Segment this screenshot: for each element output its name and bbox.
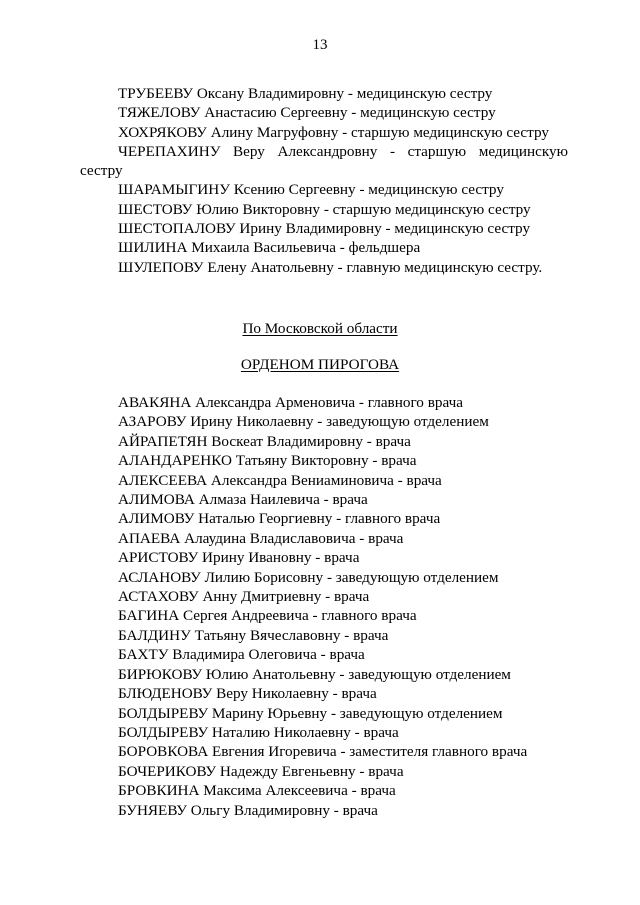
- list-item: ШАРАМЫГИНУ Ксению Сергеевну - медицинскую сестру: [118, 181, 504, 199]
- list-item: ШЕСТОПАЛОВУ Ирину Владимировну - медицинскую сестру: [118, 220, 531, 238]
- list-item-continuation: сестру: [80, 162, 123, 180]
- list-item: БОРОВКОВА Евгения Игоревича - заместителя главного врача: [118, 743, 528, 761]
- list-item: БОЧЕРИКОВУ Надежду Евгеньевну - врача: [118, 762, 404, 780]
- list-item: БИРЮКОВУ Юлию Анатольевну - заведующую отделением: [118, 665, 511, 683]
- order-heading: [0, 355, 640, 374]
- list-item: ТЯЖЕЛОВУ Анастасию Сергеевну - медицинскую сестру: [118, 104, 496, 122]
- list-item: АСТАХОВУ Анну Дмитриевну - врача: [118, 588, 370, 606]
- list-item: БАЛДИНУ Татьяну Вячеславовну - врача: [118, 626, 389, 644]
- list-item-wrapped: [80, 142, 568, 161]
- list-item: АЗАРОВУ Ирину Николаевну - заведующую отделением: [118, 413, 489, 431]
- region-heading: [0, 319, 640, 338]
- region-heading-text: По Московской области: [242, 320, 398, 337]
- word: Веру: [233, 142, 265, 160]
- list-item: ШУЛЕПОВУ Елену Анатольевну - главную медицинскую сестру.: [118, 258, 543, 276]
- word: Александровну: [277, 142, 378, 160]
- list-item: БОЛДЫРЕВУ Марину Юрьевну - заведующую отделением: [118, 704, 503, 722]
- list-item: БРОВКИНА Максима Алексеевича - врача: [118, 782, 396, 800]
- word: -: [389, 142, 396, 160]
- order-heading-text: ОРДЕНОМ ПИРОГОВА: [240, 356, 400, 373]
- list-item: АЛИМОВА Алмаза Наилевича - врача: [118, 491, 368, 509]
- list-item: ШИЛИНА Михаила Васильевича - фельдшера: [118, 239, 421, 257]
- page-number: 13: [312, 37, 328, 53]
- list-item: ТРУБЕЕВУ Оксану Владимировну - медицинскую сестру: [118, 85, 493, 102]
- list-item: АВАКЯНА Александра Арменовича - главного врача: [118, 394, 463, 411]
- word: старшую: [407, 142, 467, 160]
- list-item: БУНЯЕВУ Ольгу Владимировну - врача: [118, 801, 378, 819]
- award-list-pirogov: [118, 393, 578, 820]
- list-item: АЛИМОВУ Наталью Георгиевну - главного врача: [118, 510, 441, 528]
- list-item: ШЕСТОВУ Юлию Викторовну - старшую медицинскую сестру: [118, 200, 531, 218]
- list-item: АПАЕВА Алаудина Владиславовича - врача: [118, 529, 404, 547]
- award-list-continued: [80, 84, 568, 277]
- list-item: АРИСТОВУ Ирину Ивановну - врача: [118, 549, 360, 567]
- list-item: БЛЮДЕНОВУ Веру Николаевну - врача: [118, 685, 377, 703]
- list-item: ХОХРЯКОВУ Алину Магруфовну - старшую медицинскую сестру: [118, 123, 549, 141]
- list-item: БАХТУ Владимира Олеговича - врача: [118, 646, 365, 664]
- word: ЧЕРЕПАХИНУ: [118, 142, 221, 160]
- list-item: БАГИНА Сергея Андреевича - главного врача: [118, 607, 417, 625]
- word: медицинскую: [478, 142, 568, 160]
- list-item: АЛЕКСЕЕВА Александра Вениаминовича - врача: [118, 471, 442, 489]
- list-item: АЛАНДАРЕНКО Татьяну Викторовну - врача: [118, 452, 417, 470]
- list-item: АСЛАНОВУ Лилию Борисовну - заведующую отделением: [118, 568, 499, 586]
- list-item: БОЛДЫРЕВУ Наталию Николаевну - врача: [118, 723, 399, 741]
- list-item: АЙРАПЕТЯН Воскеат Владимировну - врача: [118, 432, 411, 450]
